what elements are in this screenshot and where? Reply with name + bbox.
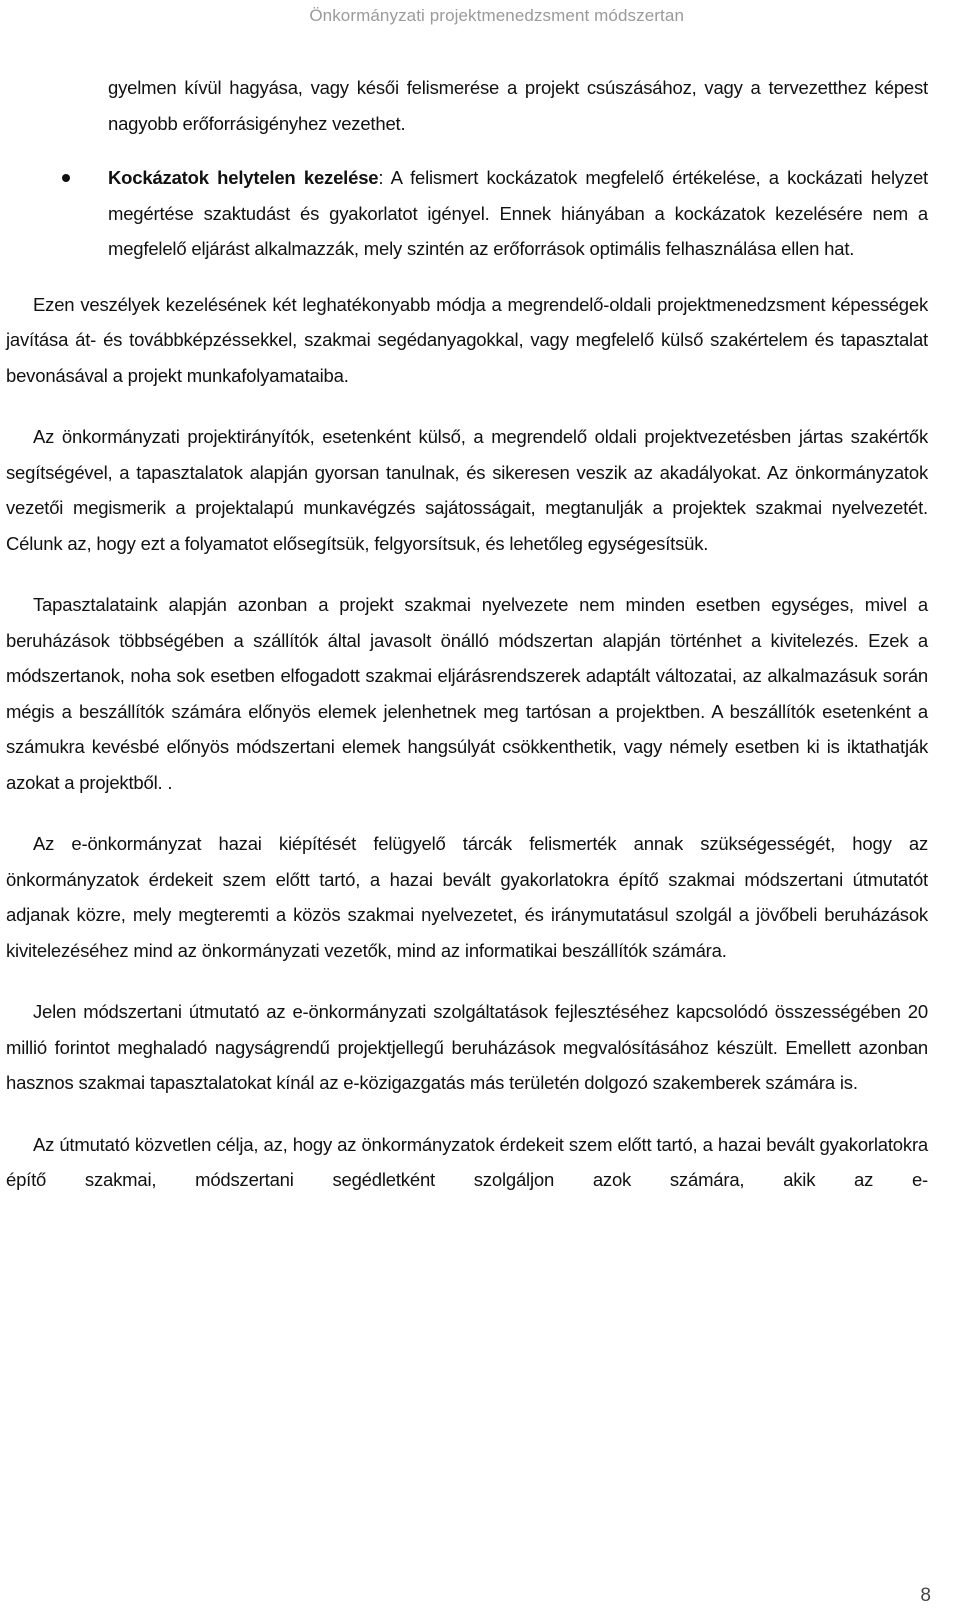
paragraph: Az e-önkormányzat hazai kiépítését felügyelő tárcák felismerték annak szükségességét, hogy az önkormányzatok érdekeit szem előtt tartó, a hazai bevált gyakorlatokra építő szakmai módszertani útmutatót adjanak közre, mely megteremti a közös szakmai nyelvezetet, és iránymutatásul szolgál a jövőbeli beruházások kivitelezéséhez mind az önkormányzati vezetők, mind az informatikai beszállítók számára. [6, 833, 928, 961]
bullet-term: Kockázatok helytelen kezelése [108, 167, 379, 188]
paragraph: Jelen módszertani útmutató az e-önkormányzati szolgáltatások fejlesztéséhez kapcsolódó összességében 20 millió forintot meghaladó nagyságrendű projektjellegű beruházások megvalósításához készült. Emellett azonban hasznos szakmai tapasztalatokat kínál az e-közigazgatás más területén dolgozó szakemberek számára is. [6, 1001, 928, 1093]
page-number: 8 [920, 1585, 931, 1606]
bullet-separator: : [378, 167, 391, 188]
paragraph: Az önkormányzati projektirányítók, esetenként külső, a megrendelő oldali projektvezetésben jártas szakértők segítségével, a tapasztalatok alapján gyorsan tanulnak, és sikeresen veszik az akadályokat. Az önkormányzatok vezetői megismerik a projektalapú munkavégzés sajátosságait, megtanulják a projektek szakmai nyelvezetét. Célunk az, hogy ezt a folyamatot elősegítsük, felgyorsítsuk, és lehetőleg egységesítsük. [6, 426, 928, 554]
paragraph: Ezen veszélyek kezelésének két leghatékonyabb módja a megrendelő-oldali projektmenedzsment képességek javítása át- és továbbképzéssekkel, szakmai segédanyagokkal, vagy megfelelő külső szakértelem és tapasztalat bevonásával a projekt munkafolyamataiba. [6, 293, 928, 386]
bullet-icon [62, 174, 70, 182]
paragraph: Az útmutató közvetlen célja, az, hogy az önkormányzatok érdekeit szem előtt tartó, a hazai bevált gyakorlatokra építő szakmai, módszertani segédletként szolgáljon azok számára, akik az e- [6, 1133, 928, 1190]
bullet-item [108, 160, 928, 267]
bullet-continuation: gyelmen kívül hagyása, vagy késői felismerése a projekt csúszásához, vagy a tervezetthez képest nagyobb erőforrásigényhez vezethet. [108, 77, 928, 134]
bullet-text: A felismert kockázatok megfelelő értékelése, a kockázati helyzet megértése szaktudást és gyakorlatot igényel. Ennek hiányában a kockázatok kezelésére nem a megfelelő eljárást alkalmazzák, mely szintén az erőforrások optimális felhasználása ellen hat. [108, 167, 928, 259]
paragraph: Tapasztalataink alapján azonban a projekt szakmai nyelvezete nem minden esetben egységes, mivel a beruházások többségében a szállítók által javasolt önálló módszertan alapján történhet a kivitelezés. Ezek a módszertanok, noha sok esetben elfogadott szakmai eljárásrendszerek adaptált változatai, az alkalmazásuk során mégis a beszállítók számára előnyös elemek jelenhetnek meg tartósan a projektben. A beszállítók esetenként a számukra kevésbé előnyös módszertani elemek hangsúlyát csökkenthetik, vagy némely esetben ki is iktathatják azokat a projektből. . [6, 594, 928, 793]
running-header: Önkormányzati projektmenedzsment módszertan [309, 6, 684, 25]
document-body [6, 70, 928, 1198]
